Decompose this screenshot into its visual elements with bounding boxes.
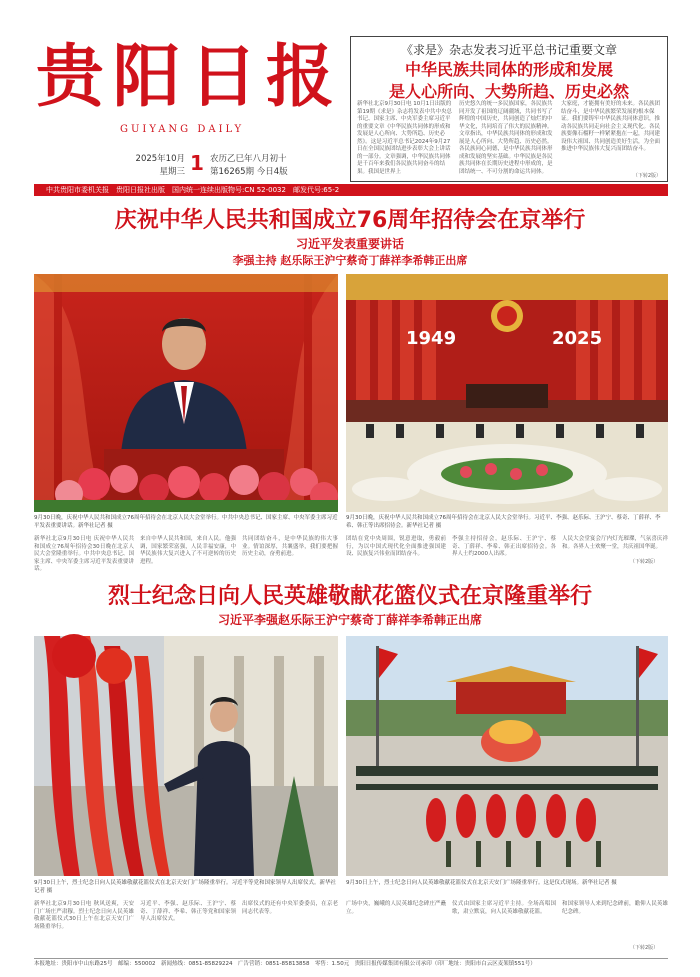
masthead-char: 报 [265,37,336,117]
day-number: 1 [190,151,204,175]
top-story-column: 新华社北京9月30日电 10月1日出版的第19期《求是》杂志将发表中共中央总书记、国家主席、中央军委主席习近平的重要文章《中华民族共同体的形成和发展是人心所向、大势所趋、历史必然》。这是习近平总书记2024年9月27日在全国民族团结进步表彰大会上讲话的一部分。文章强调，中华民族共同体是千百年来我们各民族共同奋斗的结果。我国是世界上 [357,101,452,175]
article-column: 来自中华人民共和国，来自人民。他强调，国家繁荣富强，人民幸福安康，中华民族伟大复兴进入了不可逆转的历史进程。 [140,536,236,565]
article-column: 仪式由国家主席习近平主持。全场高唱国歌，肃立默哀，向人民英雄敬献花篮。 [452,901,556,915]
weekday: 星期三 [159,167,185,177]
masthead-logo [36,38,336,116]
year-2025: 2025 [552,328,603,349]
issue-block [210,153,320,187]
article-column: 李强主持招待会，赵乐际、王沪宁、蔡奇、丁薛祥、李希、韩正出席招待会。各界人士约2000人出席。 [452,536,556,557]
headline-reception: 庆祝中华人民共和国成立76周年招待会在京举行 [114,208,586,233]
caption-speech: 9月30日晚，庆祝中华人民共和国成立76周年招待会在北京人民大会堂举行。中共中央总书记、国家主席、中央军委主席习近平发表重要讲话。新华社记者 摄 [34,515,338,529]
date-block [133,153,185,187]
article-column: 广场中央，巍峨的人民英雄纪念碑庄严矗立。 [346,901,446,915]
article-column: 新华社北京9月30日电 庆祝中华人民共和国成立76周年招待会30日晚在北京人民大会堂隆重举行。中共中央总书记、国家主席、中央军委主席习近平发表重要讲话。 [34,536,134,572]
masthead-english: GUIYANG DAILY [120,124,245,135]
photo-tiananmen-square [346,636,668,876]
year-1949: 1949 [406,328,457,349]
article-column: 和国家领导人来到纪念碑前，瞻仰人民英雄纪念碑。 [562,901,668,915]
masthead-char: 阳 [112,37,183,117]
top-story-column: 历史悠久的统一多民族国家，各民族共同开发了祖国的辽阔疆域，共同书写了辉煌的中国历史，共同创造了灿烂的中华文化，共同培育了伟大的民族精神。文章指出，中华民族共同体的形成和发展是人心所向、大势所趋、历史必然。各民族同心同德，是中华民族共同体形成和发展的坚实基础。中华民族是各民族共同体在长期历史进程中形成的，是团结统一、不可分割的命运共同体。 [459,101,553,175]
continued-note: （下转2版） [630,559,659,565]
photo-basket-ceremony [34,636,338,876]
caption-square: 9月30日上午，烈士纪念日向人民英雄敬献花篮仪式在北京天安门广场隆重举行。这是仪式现场。新华社记者 摄 [346,880,617,886]
subhead-speech: 习近平发表重要讲话 [295,237,404,251]
article-column: 团结在党中央周围，锐意进取，勇毅前行，为以中国式现代化全面推进强国建设、民族复兴伟业而团结奋斗。 [346,536,446,557]
photo-reception-hall [346,274,668,512]
top-story-column: 大家庭，才能拥有美好的未来。各民族团结奋斗，是中华民族繁荣发展的根本保证。我们要铸牢中华民族共同体意识，推动各民族共同走向社会主义现代化。各民族要像石榴籽一样紧紧抱在一起，共同建设伟大祖国、共同创造美好生活，为全面推进中华民族伟大复兴而团结奋斗。 [561,101,661,152]
masthead-char: 日 [189,37,260,117]
issue-number: 第16265期 今日4版 [210,167,288,177]
lunar-date: 农历乙巳年八月初十 [210,154,287,164]
publisher-bar: 中共贵阳市委机关报 贵阳日报社出版 国内统一连续出版物号:CN 52-0032 邮发代号:65-2 [34,184,668,196]
article-column: 共同团结奋斗，是中华民族的伟大事业。情谊深厚，共襄盛举，我们要把握历史主动，奋勇前进。 [242,536,338,557]
caption-reception: 9月30日晚，庆祝中华人民共和国成立76周年招待会在北京人民大会堂举行。习近平、李强、赵乐际、王沪宁、蔡奇、丁薛祥、李希、韩正等出席招待会。新华社记者 摄 [346,515,661,529]
masthead-char: 贵 [36,37,107,117]
continued-note: （下转2版） [630,945,659,951]
continued-note: （下转2版） [632,173,661,179]
subhead-leaders: 习近平李强赵乐际王沪宁蔡奇丁薛祥李希韩正出席 [217,613,482,627]
subhead-attendees: 李强主持 赵乐际王沪宁蔡奇丁薛祥李希韩正出席 [232,254,468,267]
top-story-kicker: 《求是》杂志发表习近平总书记重要文章 [400,43,617,57]
top-story-panel [350,36,668,182]
article-column: 出席仪式的还有中央军委委员，在京老同志代表等。 [242,901,338,915]
date: 2025年10月 [135,154,185,164]
article-column: 新华社北京9月30日电 秋风送爽，天安门广场庄严肃穆。烈士纪念日向人民英雄敬献花篮仪式30日上午在北京天安门广场隆重举行。 [34,901,134,930]
top-story-headline: 中华民族共同体的形成和发展 [404,60,613,79]
article-column: 习近平、李强、赵乐际、王沪宁、蔡奇、丁薛祥、李希、韩正等党和国家领导人出席仪式。 [140,901,236,922]
photo-speech [34,274,338,512]
article-column: 人民大会堂宴会厅内灯光璀璨，气氛喜庆祥和。各界人士欢聚一堂，共庆祖国华诞。 [562,536,668,550]
top-story-subheadline: 是人心所向、大势所趋、历史必然 [388,82,629,101]
caption-basket-ceremony: 9月30日上午，烈士纪念日向人民英雄敬献花篮仪式在北京天安门广场隆重举行。习近平等党和国家领导人出席仪式。新华社记者 摄 [34,880,337,894]
footer-info: 本报地址：贵阳市中山东路25号 邮编：550002 新闻热线：0851-85829224 广告营销：0851-85813858 零售：1.50元 贵阳日报传媒集团有限公司承印（印厂地址：贵阳市白云区麦架镇551号） [34,958,668,969]
headline-martyrs-day: 烈士纪念日向人民英雄敬献花篮仪式在京隆重举行 [107,584,592,609]
